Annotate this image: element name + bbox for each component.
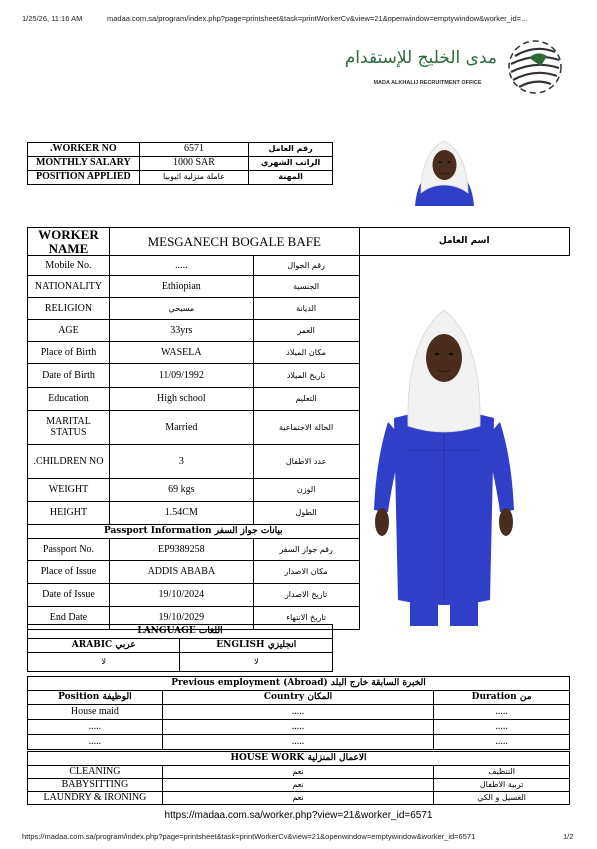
position-label: POSITION APPLIED — [28, 171, 140, 185]
passport-no-value: EP9389258 — [109, 539, 253, 561]
language-table — [27, 624, 333, 672]
housework-row — [28, 766, 570, 779]
employment-duration: ..... — [434, 720, 570, 735]
logo-english-text: MADA ALKHALIJ RECRUITMENT OFFICE — [373, 80, 482, 86]
age-arabic: العمر — [253, 320, 359, 342]
top-info-table — [27, 142, 333, 185]
birthplace-label: Place of Birth — [28, 342, 110, 364]
marital-label: MARITAL STATUS — [28, 411, 110, 445]
issue-place-arabic: مكان الاصدار — [253, 561, 359, 584]
housework-header: HOUSE WORK الاعمال المنزلية — [28, 752, 570, 766]
end-date-value: 19/10/2029 — [109, 607, 253, 630]
english-language-value: لا — [180, 653, 333, 672]
print-datetime: 1/25/26, 11:16 AM — [22, 14, 83, 23]
employment-position: House maid — [28, 705, 163, 720]
employment-row — [28, 705, 570, 720]
children-value: 3 — [109, 445, 253, 479]
worker-name-arabic: اسم العامل — [359, 228, 570, 256]
position-column-header: Position الوظيفة — [28, 691, 163, 705]
laundry-label: LAUNDRY & IRONING — [28, 792, 163, 805]
age-label: AGE — [28, 320, 110, 342]
salary-row — [28, 157, 333, 171]
religion-arabic: الديانة — [253, 298, 359, 320]
employment-columns-row — [28, 691, 570, 705]
mobile-value: ..... — [109, 256, 253, 276]
language-header-row — [28, 625, 333, 639]
issue-date-value: 19/10/2024 — [109, 584, 253, 607]
passport-no-label: Passport No. — [28, 539, 110, 561]
english-language-label: ENGLISH انجليزي — [180, 639, 333, 653]
end-date-label: End Date — [28, 607, 110, 630]
laundry-value: نعم — [162, 792, 433, 805]
education-value: High school — [109, 388, 253, 411]
logo-globe-icon — [505, 36, 565, 96]
arabic-language-value: لا — [28, 653, 180, 672]
weight-value: 69 kgs — [109, 479, 253, 502]
duration-column-header: Duration من — [434, 691, 570, 705]
marital-value: Married — [109, 411, 253, 445]
housework-table — [27, 751, 570, 805]
children-label: .CHILDREN NO — [28, 445, 110, 479]
worker-no-label: .WORKER NO — [28, 143, 140, 157]
mobile-label: Mobile No. — [28, 256, 110, 276]
housework-row — [28, 779, 570, 792]
cleaning-label: CLEANING — [28, 766, 163, 779]
issue-place-label: Place of Issue — [28, 561, 110, 584]
housework-row — [28, 792, 570, 805]
salary-label: MONTHLY SALARY — [28, 157, 140, 171]
weight-label: WEIGHT — [28, 479, 110, 502]
employment-country: ..... — [162, 735, 433, 750]
worker-name-value: MESGANECH BOGALE BAFE — [109, 228, 359, 256]
employment-header: Previous employment (Abroad) الخبرة السابقة خارج البلد — [28, 677, 570, 691]
employment-position: ..... — [28, 720, 163, 735]
religion-value: مسيحي — [109, 298, 253, 320]
issue-place-value: ADDIS ABABA — [109, 561, 253, 584]
worker-no-row — [28, 143, 333, 157]
laundry-arabic: الغسيل و الكي — [434, 792, 570, 805]
birthplace-arabic: مكان الميلاد — [253, 342, 359, 364]
employment-row — [28, 720, 570, 735]
employment-country: ..... — [162, 720, 433, 735]
end-date-arabic: تاريخ الانتهاء — [253, 607, 359, 630]
position-row — [28, 171, 333, 185]
education-arabic: التعليم — [253, 388, 359, 411]
footer-url: https://madaa.com.sa/program/index.php?page=printsheet&task=printWorkerCv&view=21&openwindow=emptywindow&worker_id=6571 — [22, 832, 476, 841]
detail-row — [28, 256, 570, 276]
position-value: عاملة منزلية اثيوبيا — [139, 171, 249, 185]
dob-label: Date of Birth — [28, 364, 110, 388]
employment-row — [28, 735, 570, 750]
worker-link[interactable]: https://madaa.com.sa/worker.php?view=21&worker_id=6571 — [27, 810, 570, 821]
page-number: 1/2 — [563, 832, 574, 841]
salary-value: 1000 SAR — [139, 157, 249, 171]
worker-no-arabic: رقم العامل — [249, 143, 333, 157]
logo-arabic-text: مدى الخليج للإستقدام — [344, 48, 497, 68]
housework-header-row — [28, 752, 570, 766]
height-label: HEIGHT — [28, 502, 110, 525]
nationality-value: Ethiopian — [109, 276, 253, 298]
education-label: Education — [28, 388, 110, 411]
age-value: 33yrs — [109, 320, 253, 342]
arabic-language-label: ARABIC عربي — [28, 639, 180, 653]
language-labels-row — [28, 639, 333, 653]
marital-arabic: الحالة الاجتماعية — [253, 411, 359, 445]
cleaning-arabic: التنظيف — [434, 766, 570, 779]
language-values-row — [28, 653, 333, 672]
issue-date-arabic: تاريخ الاصدار — [253, 584, 359, 607]
worker-photo-small — [407, 133, 482, 206]
worker-no-value: 6571 — [139, 143, 249, 157]
employment-table — [27, 676, 570, 750]
dob-value: 11/09/1992 — [109, 364, 253, 388]
mobile-arabic: رقم الجوال — [253, 256, 359, 276]
passport-header: Passport Information بيانات جواز السفر — [28, 525, 360, 539]
company-logo — [344, 38, 565, 98]
worker-name-row — [28, 228, 570, 256]
issue-date-label: Date of Issue — [28, 584, 110, 607]
language-header: LANGUAGE اللغات — [28, 625, 333, 639]
print-url: madaa.com.sa/program/index.php?page=printsheet&task=printWorkerCv&view=21&openwindow=emptywindow&worker_id=... — [107, 14, 528, 23]
nationality-arabic: الجنسية — [253, 276, 359, 298]
employment-header-row — [28, 677, 570, 691]
babysitting-value: نعم — [162, 779, 433, 792]
nationality-label: NATIONALITY — [28, 276, 110, 298]
employment-country: ..... — [162, 705, 433, 720]
birthplace-value: WASELA — [109, 342, 253, 364]
height-value: 1.54CM — [109, 502, 253, 525]
height-arabic: الطول — [253, 502, 359, 525]
weight-arabic: الوزن — [253, 479, 359, 502]
employment-duration: ..... — [434, 705, 570, 720]
worker-name-label: WORKER NAME — [28, 228, 110, 256]
babysitting-label: BABYSITTING — [28, 779, 163, 792]
passport-no-arabic: رقم جواز السفر — [253, 539, 359, 561]
country-column-header: Country المكان — [162, 691, 433, 705]
babysitting-arabic: تربية الاطفال — [434, 779, 570, 792]
dob-arabic: تاريخ الميلاد — [253, 364, 359, 388]
employment-position: ..... — [28, 735, 163, 750]
employment-duration: ..... — [434, 735, 570, 750]
salary-arabic: الراتب الشهري — [249, 157, 333, 171]
cleaning-value: نعم — [162, 766, 433, 779]
worker-photo-full — [368, 300, 520, 630]
position-arabic: المهنة — [249, 171, 333, 185]
religion-label: RELIGION — [28, 298, 110, 320]
children-arabic: عدد الاطفال — [253, 445, 359, 479]
